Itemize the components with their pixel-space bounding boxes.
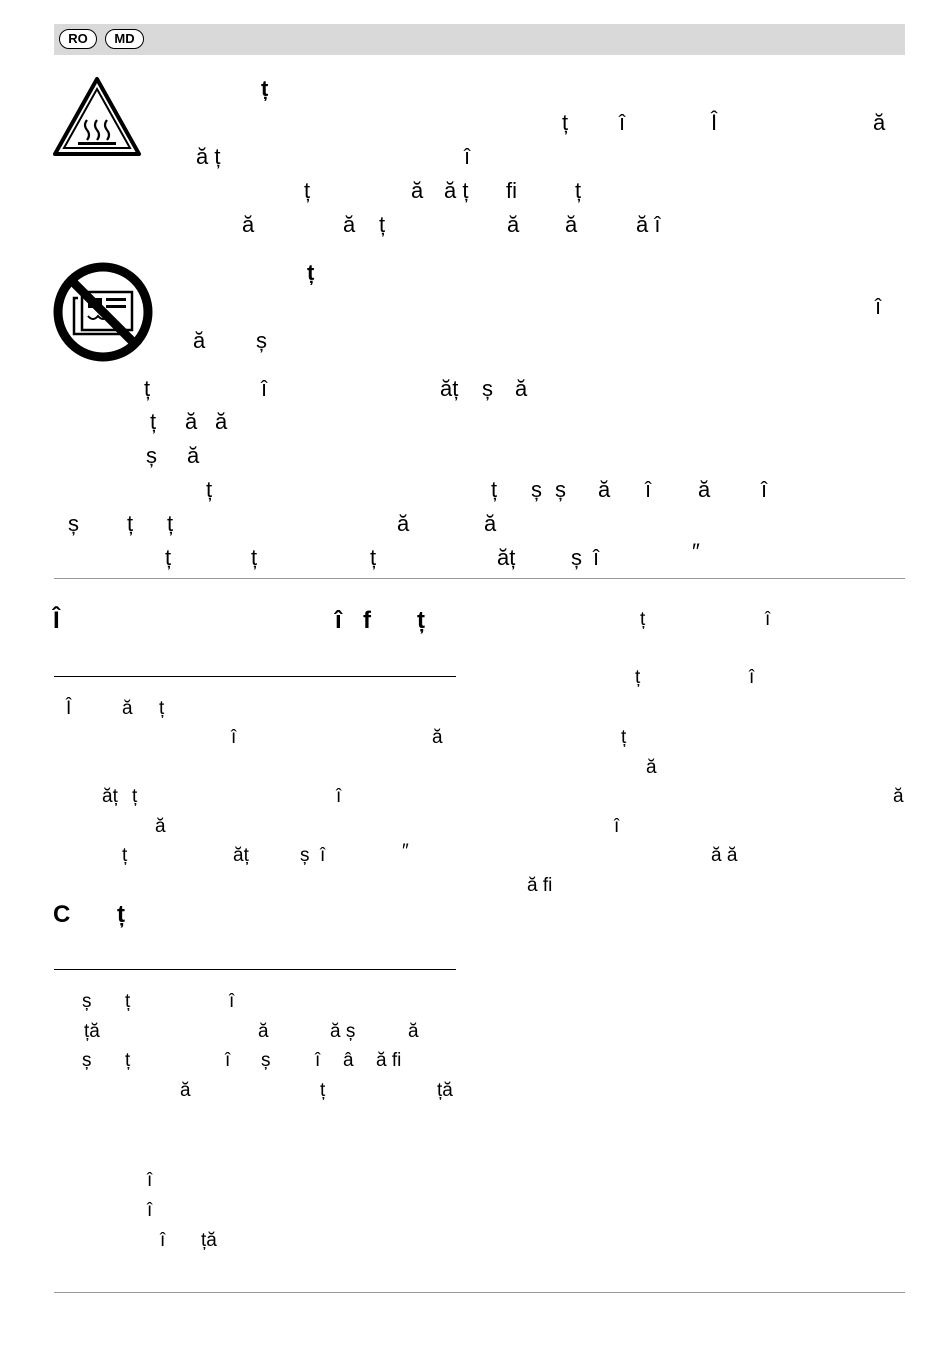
glyph: ț: [125, 991, 131, 1012]
glyph: ț: [562, 110, 569, 135]
glyph: ț: [370, 545, 377, 570]
glyph: ă: [242, 212, 255, 237]
glyph: ț: [117, 901, 125, 928]
glyph: ș: [300, 845, 310, 866]
glyph: ț: [320, 1080, 326, 1101]
glyph: ș: [82, 1050, 92, 1071]
glyph: ă: [698, 477, 711, 502]
heading-initial: Î: [53, 607, 60, 634]
glyph: ț: [417, 607, 425, 634]
glyph: ș: [256, 328, 267, 353]
hot-surface-warning-icon: [52, 76, 142, 163]
glyph: ț: [125, 1050, 131, 1071]
glyph: ă: [598, 477, 611, 502]
glyph: ș: [261, 1050, 271, 1071]
glyph: î: [261, 376, 268, 401]
glyph: ă: [122, 698, 133, 719]
glyph: ăț: [497, 545, 516, 570]
glyph: î: [335, 607, 342, 634]
glyph: f: [363, 607, 371, 634]
section-divider: [54, 578, 905, 579]
glyph: ă: [507, 212, 520, 237]
glyph: ț: [621, 727, 627, 748]
glyph: fi: [506, 178, 517, 203]
glyph: ă: [432, 727, 443, 748]
glyph: ț: [165, 545, 172, 570]
glyph: ț: [150, 409, 157, 434]
lang-badge-ro: RO: [59, 29, 97, 49]
glyph: ț: [206, 477, 213, 502]
glyph: ș: [146, 443, 157, 468]
glyph: ă fi: [376, 1050, 402, 1071]
glyph: ță: [84, 1021, 100, 1042]
glyph: ț: [127, 511, 134, 536]
glyph: ț: [635, 667, 641, 688]
glyph: ă: [408, 1021, 419, 1042]
glyph: ă: [180, 1080, 191, 1101]
glyph: â: [343, 1050, 354, 1071]
glyph: ă: [187, 443, 200, 468]
glyph: ș: [482, 376, 493, 401]
glyph: ă: [258, 1021, 269, 1042]
glyph: ț: [304, 178, 311, 203]
glyph: î: [614, 816, 620, 837]
glyph: ă ț: [444, 178, 469, 203]
glyph: ă: [343, 212, 356, 237]
do-not-cover-prohibition-icon: [52, 262, 154, 367]
glyph: î: [749, 667, 755, 688]
glyph: î: [147, 1200, 153, 1221]
glyph: ă: [873, 110, 886, 135]
glyph: ă: [397, 511, 410, 536]
glyph: ă: [215, 409, 228, 434]
glyph: ă ț: [196, 144, 221, 169]
glyph: ă: [565, 212, 578, 237]
glyph: ț: [122, 845, 128, 866]
glyph: ă: [185, 409, 198, 434]
glyph: î: [875, 294, 882, 319]
glyph: î: [645, 477, 652, 502]
glyph: ă ș: [330, 1021, 356, 1042]
glyph: î: [619, 110, 626, 135]
glyph: ă: [411, 178, 424, 203]
glyph: ă: [193, 328, 206, 353]
language-bar: [54, 24, 905, 55]
glyph: Î: [711, 110, 718, 135]
glyph: î: [147, 1170, 153, 1191]
heat-warning-title: ț: [261, 76, 269, 101]
glyph: î: [160, 1230, 166, 1251]
glyph: ț: [167, 511, 174, 536]
glyph: î: [315, 1050, 321, 1071]
glyph: ăț: [440, 376, 459, 401]
glyph: ″: [402, 841, 409, 862]
glyph: î: [336, 786, 342, 807]
glyph: ă: [893, 786, 904, 807]
glyph: ″: [692, 539, 700, 564]
glyph: î: [765, 609, 771, 630]
glyph: ă î: [636, 212, 661, 237]
glyph: ță: [437, 1080, 453, 1101]
heading-initial: C: [53, 901, 71, 928]
glyph: ș: [571, 545, 582, 570]
prohibition-warning-title: ț: [307, 260, 315, 285]
glyph: ș: [82, 991, 92, 1012]
glyph: ăț: [233, 845, 249, 866]
glyph: ț: [575, 178, 582, 203]
glyph: ă: [646, 757, 657, 778]
glyph: ăț: [102, 786, 118, 807]
glyph: ă fi: [527, 875, 553, 896]
heading-underline: [54, 969, 456, 970]
glyph: î: [229, 991, 235, 1012]
glyph: Î: [66, 698, 72, 719]
glyph: ă: [515, 376, 528, 401]
heading-underline: [54, 676, 456, 677]
glyph: ț: [144, 376, 151, 401]
glyph: ț: [132, 786, 138, 807]
glyph: î: [231, 727, 237, 748]
glyph: ă: [484, 511, 497, 536]
glyph: ț: [491, 477, 498, 502]
glyph: ț: [251, 545, 258, 570]
glyph: î: [761, 477, 768, 502]
glyph: ș: [531, 477, 542, 502]
glyph: ș: [68, 511, 79, 536]
lang-badge-md: MD: [105, 29, 144, 49]
glyph: ă ă: [711, 845, 738, 866]
glyph: ț: [379, 212, 386, 237]
glyph: î: [320, 845, 326, 866]
glyph: ă: [155, 816, 166, 837]
glyph: î: [464, 144, 471, 169]
glyph: ț: [640, 609, 646, 630]
glyph: î: [225, 1050, 231, 1071]
glyph: ș: [555, 477, 566, 502]
glyph: ț: [159, 698, 165, 719]
footer-divider: [54, 1292, 905, 1293]
glyph: î: [593, 545, 600, 570]
glyph: ță: [201, 1230, 217, 1251]
